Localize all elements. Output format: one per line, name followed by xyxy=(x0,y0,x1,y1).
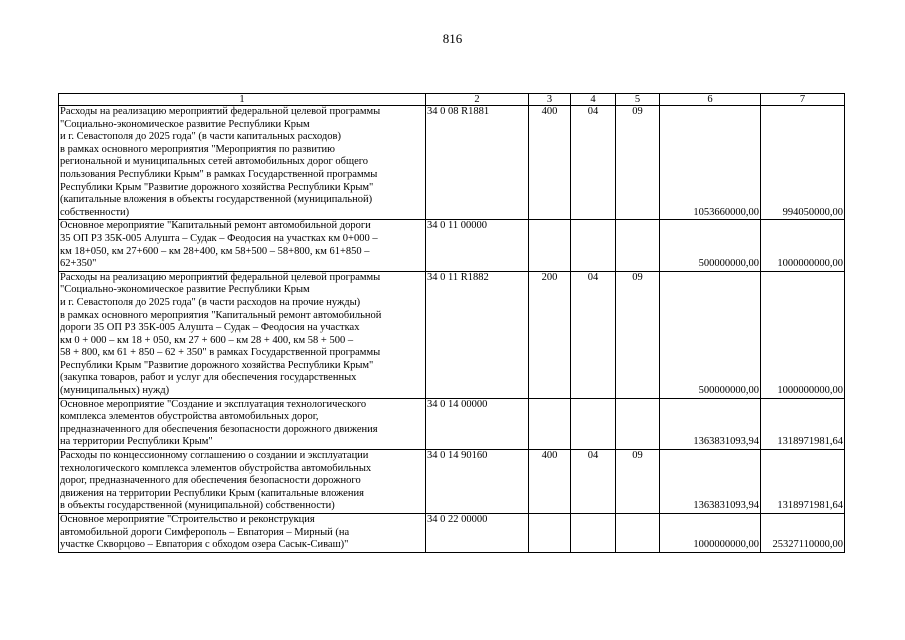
budget-table xyxy=(58,93,845,553)
row-code: 34 0 08 R1881 xyxy=(426,106,529,220)
header-cell-2: 2 xyxy=(426,94,529,106)
header-cell-5: 5 xyxy=(616,94,660,106)
table-row xyxy=(59,220,845,271)
table-row xyxy=(59,398,845,449)
row-section: 04 xyxy=(571,271,616,398)
row-description: Основное мероприятие "Строительство и реконструкция автомобильной дороги Симферополь – Евпатория – Мирный (на участке Скворцово – Евпатория с обходом озера Сасык-Сиваш)" xyxy=(59,514,426,553)
row-code: 34 0 11 R1882 xyxy=(426,271,529,398)
row-amount-col7: 994050000,00 xyxy=(761,106,845,220)
table-row xyxy=(59,514,845,553)
row-subsection xyxy=(616,220,660,271)
row-type-code xyxy=(529,398,571,449)
row-code: 34 0 22 00000 xyxy=(426,514,529,553)
row-code: 34 0 14 00000 xyxy=(426,398,529,449)
row-amount-col7: 25327110000,00 xyxy=(761,514,845,553)
header-cell-1: 1 xyxy=(59,94,426,106)
row-amount-col6: 500000000,00 xyxy=(660,220,761,271)
row-amount-col6: 500000000,00 xyxy=(660,271,761,398)
row-section xyxy=(571,220,616,271)
header-cell-3: 3 xyxy=(529,94,571,106)
row-amount-col6: 1363831093,94 xyxy=(660,398,761,449)
row-section xyxy=(571,514,616,553)
table-body xyxy=(59,94,845,553)
row-type-code xyxy=(529,514,571,553)
row-amount-col6: 1053660000,00 xyxy=(660,106,761,220)
row-section: 04 xyxy=(571,450,616,514)
row-amount-col7: 1000000000,00 xyxy=(761,271,845,398)
row-section: 04 xyxy=(571,106,616,220)
row-amount-col6: 1000000000,00 xyxy=(660,514,761,553)
row-subsection xyxy=(616,514,660,553)
row-subsection: 09 xyxy=(616,106,660,220)
row-amount-col6: 1363831093,94 xyxy=(660,450,761,514)
table-row xyxy=(59,271,845,398)
table-row xyxy=(59,450,845,514)
row-subsection: 09 xyxy=(616,271,660,398)
row-type-code: 200 xyxy=(529,271,571,398)
row-amount-col7: 1000000000,00 xyxy=(761,220,845,271)
row-description: Расходы на реализацию мероприятий федеральной целевой программы "Социально-экономическое развитие Республики Крым и г. Севастополя до 2025 года" (в части капитальных расходов) в рамках основного мероприятия "Мероприятия по развитию региональной и муниципальных сетей автомобильных дорог общего пользования Республики Крым" в рамках Государственной программы Республики Крым "Развитие дорожного хозяйства Республики Крым" (капитальные вложения в объекты государственной (муниципальной) собственности) xyxy=(59,106,426,220)
row-description: Основное мероприятие "Капитальный ремонт автомобильной дороги 35 ОП РЗ 35К-005 Алушта – Судак – Феодосия на участках км 0+000 – км 18+050, км 27+600 – км 28+400, км 58+500 – 58+800, км 61+850 – 62+350" xyxy=(59,220,426,271)
row-type-code: 400 xyxy=(529,106,571,220)
row-subsection: 09 xyxy=(616,450,660,514)
row-amount-col7: 1318971981,64 xyxy=(761,398,845,449)
header-row xyxy=(59,94,845,106)
row-section xyxy=(571,398,616,449)
row-code: 34 0 11 00000 xyxy=(426,220,529,271)
row-description: Расходы по концессионному соглашению о создании и эксплуатации технологического комплекса элементов обустройства автомобильных дорог, предназначенного для обеспечения безопасности дорожного движения на территории Республики Крым (капитальные вложения в объекты государственной (муниципальной) собственности) xyxy=(59,450,426,514)
row-description: Расходы на реализацию мероприятий федеральной целевой программы "Социально-экономическое развитие Республики Крым и г. Севастополя до 2025 года" (в части расходов на прочие нужды) в рамках основного мероприятия "Капитальный ремонт автомобильной дороги 35 ОП РЗ 35К-005 Алушта – Судак – Феодосия на участках км 0 + 000 – км 18 + 050, км 27 + 600 – км 28 + 400, км 58 + 500 – 58 + 800, км 61 + 850 – 62 + 350" в рамках Государственной программы Республики Крым "Развитие дорожного хозяйства Республики Крым" (закупка товаров, работ и услуг для обеспечения государственных (муниципальных) нужд) xyxy=(59,271,426,398)
row-code: 34 0 14 90160 xyxy=(426,450,529,514)
row-description: Основное мероприятие "Создание и эксплуатация технологического комплекса элементов обустройства автомобильных дорог, предназначенного для обеспечения безопасности дорожного движения на территории Республики Крым" xyxy=(59,398,426,449)
row-type-code xyxy=(529,220,571,271)
header-cell-7: 7 xyxy=(761,94,845,106)
page-number: 816 xyxy=(442,31,463,46)
table-row xyxy=(59,106,845,220)
row-type-code: 400 xyxy=(529,450,571,514)
row-amount-col7: 1318971981,64 xyxy=(761,450,845,514)
header-cell-6: 6 xyxy=(660,94,761,106)
row-subsection xyxy=(616,398,660,449)
header-cell-4: 4 xyxy=(571,94,616,106)
